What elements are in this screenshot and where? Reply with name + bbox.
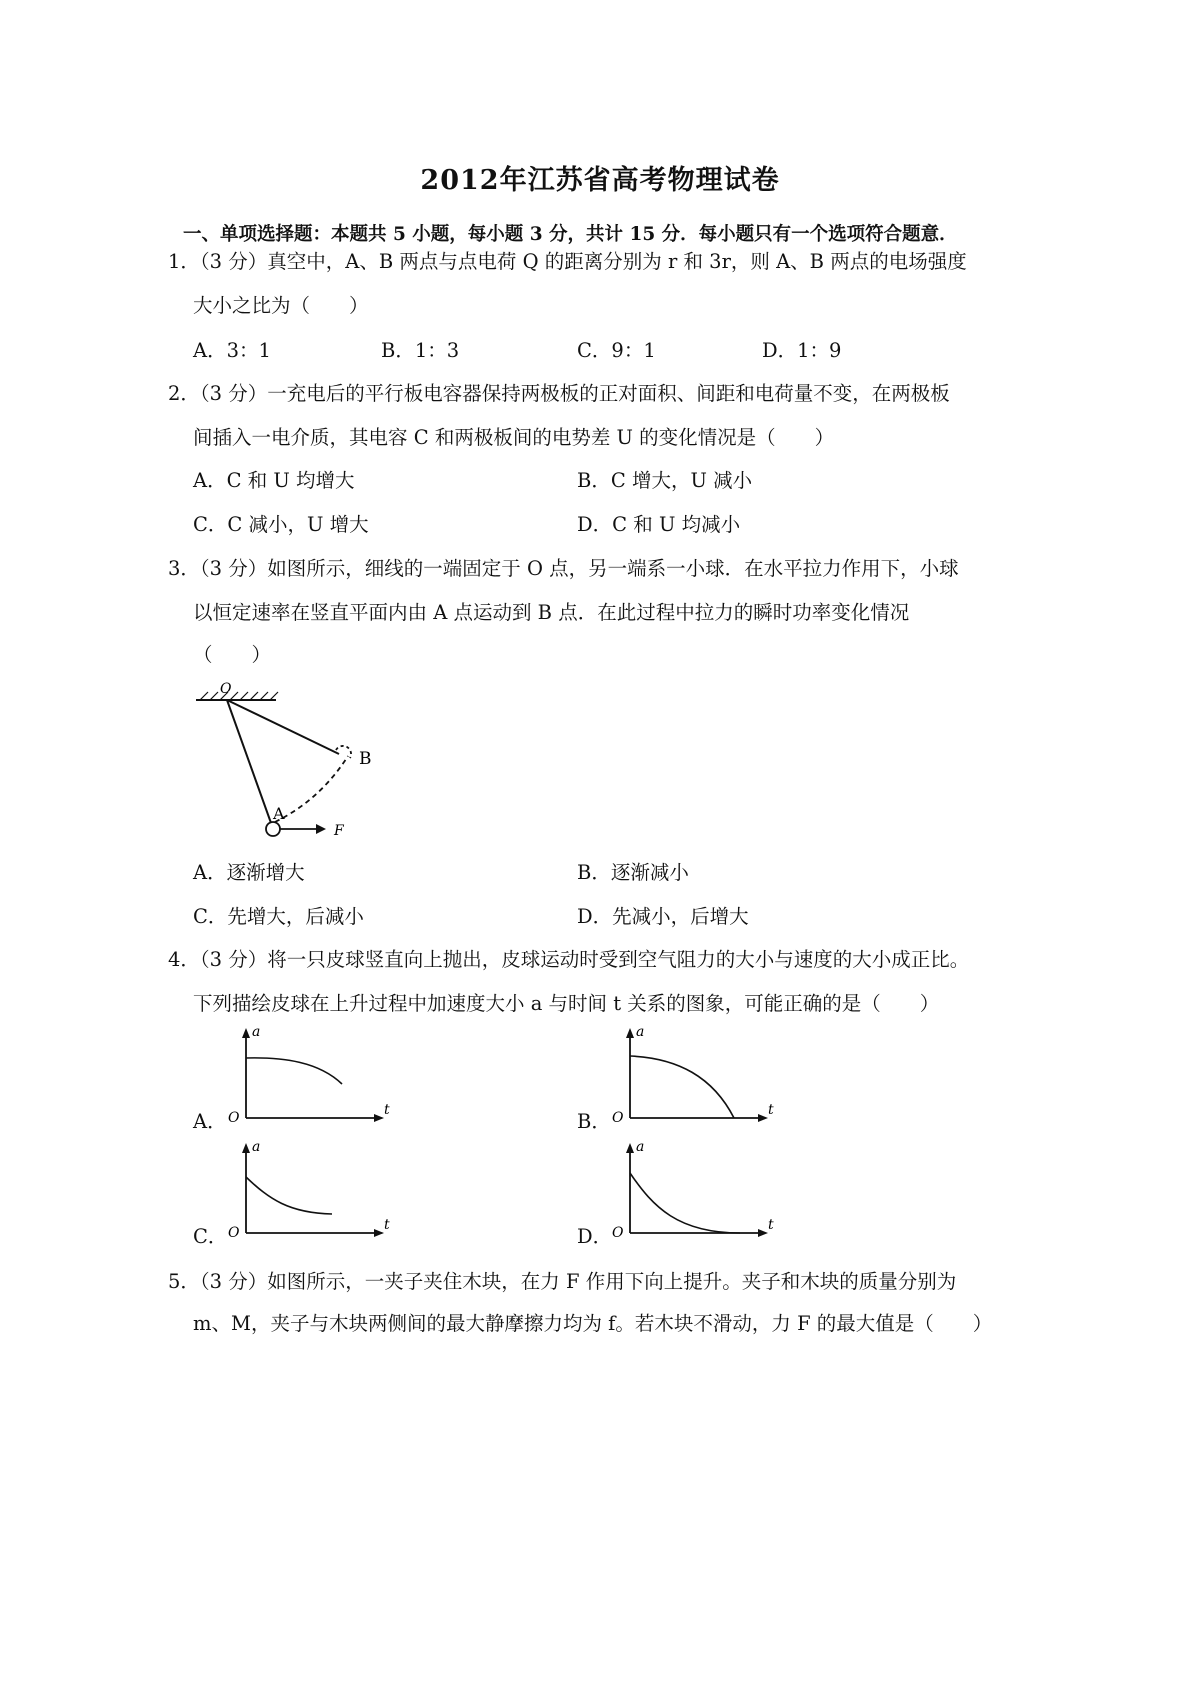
y-arrowhead-icon (626, 1143, 634, 1153)
q2-stem-line1: 2．（3 分）一充电后的平行板电容器保持两极板的正对面积、间距和电荷量不变，在两极板 (168, 382, 950, 405)
ceiling-hatch (200, 692, 278, 700)
q3-option-b: B．逐渐减小 (577, 861, 689, 884)
label-o: O (220, 681, 232, 697)
label-b: B (359, 749, 372, 769)
curve-b (630, 1056, 734, 1118)
q1-stem-line2: 大小之比为（ ） (193, 294, 369, 317)
ball-b (336, 746, 351, 758)
q3-stem-line2: 以恒定速率在竖直平面内由 A 点运动到 B 点．在此过程中拉力的瞬时功率变化情况 (193, 601, 910, 624)
q2-option-b: B．C 增大，U 减小 (577, 469, 753, 492)
q5-stem-line2: m、M，夹子与木块两侧间的最大静摩擦力均为 f。若木块不滑动，力 F 的最大值是（ ） (193, 1312, 993, 1335)
q1-option-b: B．1：3 (381, 339, 460, 362)
q3-option-c: C．先增大，后减小 (193, 905, 364, 928)
x-axis-label: t (384, 1102, 390, 1118)
ball-a (266, 822, 280, 836)
graph-d (608, 1137, 778, 1241)
origin-label: O (612, 1225, 624, 1241)
x-arrowhead-icon (758, 1114, 768, 1122)
origin-label: O (228, 1225, 240, 1241)
q4-option-d: D． (577, 1225, 613, 1248)
x-axis-label: t (384, 1217, 390, 1233)
arc-path (275, 756, 348, 822)
x-arrowhead-icon (374, 1229, 384, 1237)
section-heading: 一、单项选择题：本题共 5 小题，每小题 3 分，共计 15 分．每小题只有一个选项符合题意． (183, 224, 958, 245)
x-arrowhead-icon (374, 1114, 384, 1122)
curve-a (246, 1058, 342, 1084)
y-axis-label: a (636, 1024, 645, 1040)
q1-option-c: C．9：1 (577, 339, 656, 362)
curve-d (630, 1173, 740, 1233)
q4-option-a: A． (193, 1110, 227, 1133)
y-axis-label: a (636, 1139, 645, 1155)
q5-stem-line1: 5．（3 分）如图所示，一夹子夹住木块，在力 F 作用下向上提升。夹子和木块的质量分别为 (168, 1270, 957, 1293)
q3-option-d: D．先减小，后增大 (577, 905, 749, 928)
q3-stem-line3: （ ） (193, 643, 272, 666)
q1-stem-line1: 1．（3 分）真空中，A、B 两点与点电荷 Q 的距离分别为 r 和 3r，则 A、B 两点的电场强度 (168, 250, 967, 273)
q2-stem-line2: 间插入一电介质，其电容 C 和两极板间的电势差 U 的变化情况是（ ） (193, 426, 835, 449)
q1-option-d: D．1：9 (762, 339, 842, 362)
pendulum-figure (190, 672, 390, 844)
label-a: A (273, 804, 285, 823)
origin-label: O (612, 1110, 624, 1126)
page-title: 2012年江苏省高考物理试卷 (420, 165, 780, 196)
y-arrowhead-icon (242, 1143, 250, 1153)
origin-label: O (228, 1110, 240, 1126)
q4-option-c: C． (193, 1225, 228, 1248)
q3-option-a: A．逐渐增大 (193, 861, 305, 884)
label-f: F (334, 823, 344, 839)
q2-option-c: C．C 减小，U 增大 (193, 513, 369, 536)
x-axis-label: t (768, 1217, 774, 1233)
q3-stem-line1: 3．（3 分）如图所示，细线的一端固定于 O 点，另一端系一小球．在水平拉力作用下，小球 (168, 557, 959, 580)
graph-a (224, 1022, 394, 1126)
y-axis-label: a (252, 1024, 261, 1040)
y-arrowhead-icon (242, 1028, 250, 1038)
q4-option-b: B． (577, 1110, 611, 1133)
q4-stem-line1: 4．（3 分）将一只皮球竖直向上抛出，皮球运动时受到空气阻力的大小与速度的大小成正比。 (168, 948, 970, 971)
force-arrowhead-icon (316, 824, 326, 834)
q4-stem-line2: 下列描绘皮球在上升过程中加速度大小 a 与时间 t 关系的图象，可能正确的是（ ） (193, 992, 940, 1015)
q2-option-a: A．C 和 U 均增大 (193, 469, 355, 492)
graph-b (608, 1022, 778, 1126)
curve-c (246, 1177, 332, 1214)
x-axis-label: t (768, 1102, 774, 1118)
q2-option-d: D．C 和 U 均减小 (577, 513, 741, 536)
x-arrowhead-icon (758, 1229, 768, 1237)
graph-c (224, 1137, 394, 1241)
q1-option-a: A．3：1 (193, 339, 271, 362)
y-axis-label: a (252, 1139, 261, 1155)
y-arrowhead-icon (626, 1028, 634, 1038)
